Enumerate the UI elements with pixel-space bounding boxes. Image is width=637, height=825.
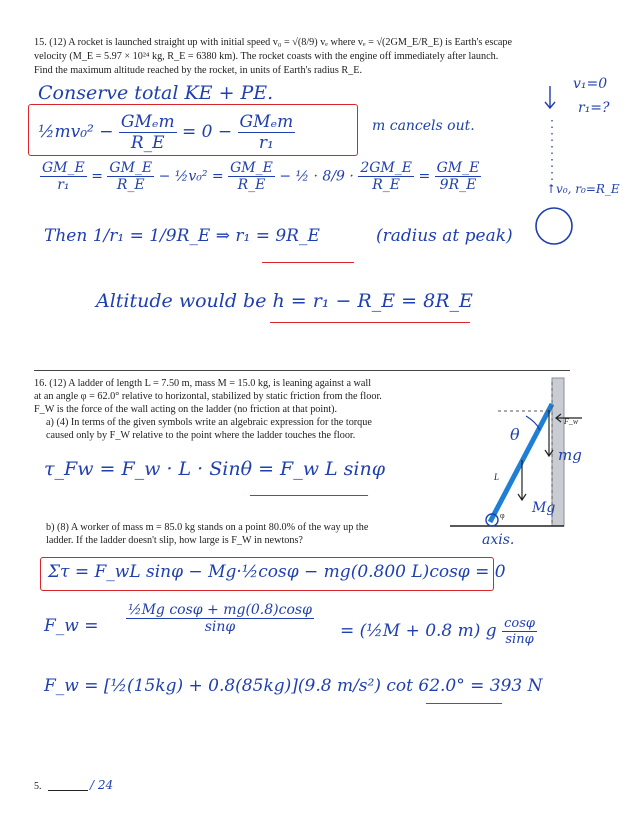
p16-line3: F_W is the force of the wall acting on the ladder (no friction at that point). — [34, 404, 338, 415]
fw-num: ½Mg cosφ + mg(0.8)cosφ — [128, 602, 312, 618]
diag-L-label: L — [494, 472, 500, 482]
p15-line2: velocity (M_E = 5.97 × 10²⁴ kg, R_E = 6380 km). The rocket coasts with the engine off immediately after launch. — [34, 51, 499, 62]
p15-conserve-note: Conserve total KE + PE. — [38, 82, 274, 104]
eq1-frac-den: R_E — [130, 133, 165, 153]
p16-part-a2: caused only by F_W relative to the point where the ladder touches the floor. — [46, 430, 356, 441]
eq1-mid: = 0 − — [182, 122, 233, 142]
p15-then-note: (radius at peak) — [376, 226, 513, 246]
p16-part-b2: ladder. If the ladder doesn't slip, how large is F_W in newtons? — [46, 535, 303, 546]
p15-energy-eq — [38, 112, 295, 153]
p16-fw-fraction — [126, 602, 314, 635]
p15-answer-underline — [270, 322, 470, 323]
eq2-g-num: GM_E — [436, 160, 480, 176]
diag-Mg-label: Mg — [532, 500, 556, 516]
p15-derivation-eq: $\frac{GM\_E}{\text{r₁}}$ = $\frac{GM\_E}{R\_E}$ − ½v₀² = $\frac{GM\_E}{R\_E}$ − ½ · 8/9 · $\frac{2GM\_E}{R\_E}$ = $\frac{GM\_E}{9R\_E}$ — [42, 160, 480, 193]
p15-r1-underline — [262, 262, 354, 263]
earth-circle — [536, 208, 572, 244]
p15-cancel-note: m cancels out. — [372, 118, 475, 134]
eq1-frac2-num: GMₑm — [239, 112, 294, 132]
p16-fw-right — [340, 616, 537, 647]
diag-fw-label: F_w — [564, 417, 579, 426]
fw-right-num: cosφ — [504, 616, 535, 631]
fw-den: sinφ — [204, 619, 236, 635]
eq2-d-num: GM_E — [230, 160, 273, 176]
footer-score: / 24 — [90, 778, 114, 792]
eq2-b-num: GM_E — [109, 160, 153, 176]
fw-right: = (½M + 0.8 m) g — [340, 621, 497, 641]
eq1-frac-num: GMₑm — [120, 112, 175, 132]
eq2-c: − ½v₀² = — [158, 168, 224, 185]
eq2-b-den: R_E — [116, 177, 145, 193]
p15-altitude-answer: Altitude would be h = r₁ − R_E = 8R_E — [96, 290, 473, 312]
p16-line2: at an angle φ = 62.0° relative to horizontal, stabilized by static friction from the floor. — [34, 391, 382, 402]
p15-line1: 15. (12) A rocket is launched straight up with initial speed v₀ = √(8/9) vₑ where vₑ = √(2GM_E/R_E) is Earth's escape — [34, 37, 513, 48]
eq2-a-den: r₁ — [57, 177, 70, 193]
p16-fw-label: F_w = — [44, 616, 99, 636]
problem-divider — [34, 370, 570, 371]
p16-part-b1: b) (8) A worker of mass m = 85.0 kg stands on a point 80.0% of the way up the — [46, 522, 369, 533]
p16-line1: 16. (12) A ladder of length L = 7.50 m, mass M = 15.0 kg, is leaning against a wall — [34, 378, 372, 389]
eq2-e: − ½ · 8/9 · — [279, 168, 354, 185]
down-arrow-icon — [545, 86, 555, 108]
eq1-left: ½mv₀² − — [38, 122, 114, 142]
footer-page-number: 5. — [34, 781, 42, 792]
eq2-a-num: GM_E — [42, 160, 85, 176]
then-label: Then — [44, 226, 88, 246]
eq2-g-den: 9R_E — [439, 177, 477, 193]
diag-mg-label: mg — [558, 446, 582, 464]
p16-part-a1: a) (4) In terms of the given symbols write an algebraic expression for the torque — [46, 417, 372, 428]
eq1-frac2-den: r₁ — [258, 133, 274, 153]
p16-sum-eq: Στ = F_wL sinφ − Mg·½cosφ − mg(0.800 L)cosφ = 0 — [48, 562, 506, 582]
diag-theta-label: θ — [510, 425, 520, 444]
eq2-d-den: R_E — [237, 177, 266, 193]
then-eq: 1/r₁ = 1/9R_E ⇒ r₁ = 9R_E — [92, 226, 320, 246]
p15-side-r1: r₁=? — [578, 100, 610, 116]
p16-torque-eq: τ_Fw = F_w · L · Sinθ = F_w L sinφ — [44, 458, 386, 480]
p16-torque-underline — [250, 495, 368, 496]
diag-axis-label: axis. — [482, 532, 515, 548]
p15-line3: Find the maximum altitude reached by the rocket, in units of Earth's radius R_E. — [34, 65, 363, 76]
eq2-f-num: 2GM_E — [360, 160, 412, 176]
eq2-f-den: R_E — [372, 177, 401, 193]
p15-side-sketch — [530, 80, 600, 250]
score-blank — [48, 790, 88, 791]
p15-then-line — [44, 226, 320, 246]
p16-fw-final: F_w = [½(15kg) + 0.8(85kg)](9.8 m/s²) cot 62.0° = 393 N — [44, 676, 543, 696]
fw-right-den: sinφ — [505, 632, 534, 647]
diag-phi-label: φ — [500, 511, 505, 520]
p16-answer-underline — [426, 703, 502, 704]
p15-side-v1: v₁=0 — [573, 76, 608, 92]
p16-ladder-diagram — [440, 378, 610, 548]
p15-side-v0: ↑v₀, r₀=R_E — [546, 182, 620, 196]
